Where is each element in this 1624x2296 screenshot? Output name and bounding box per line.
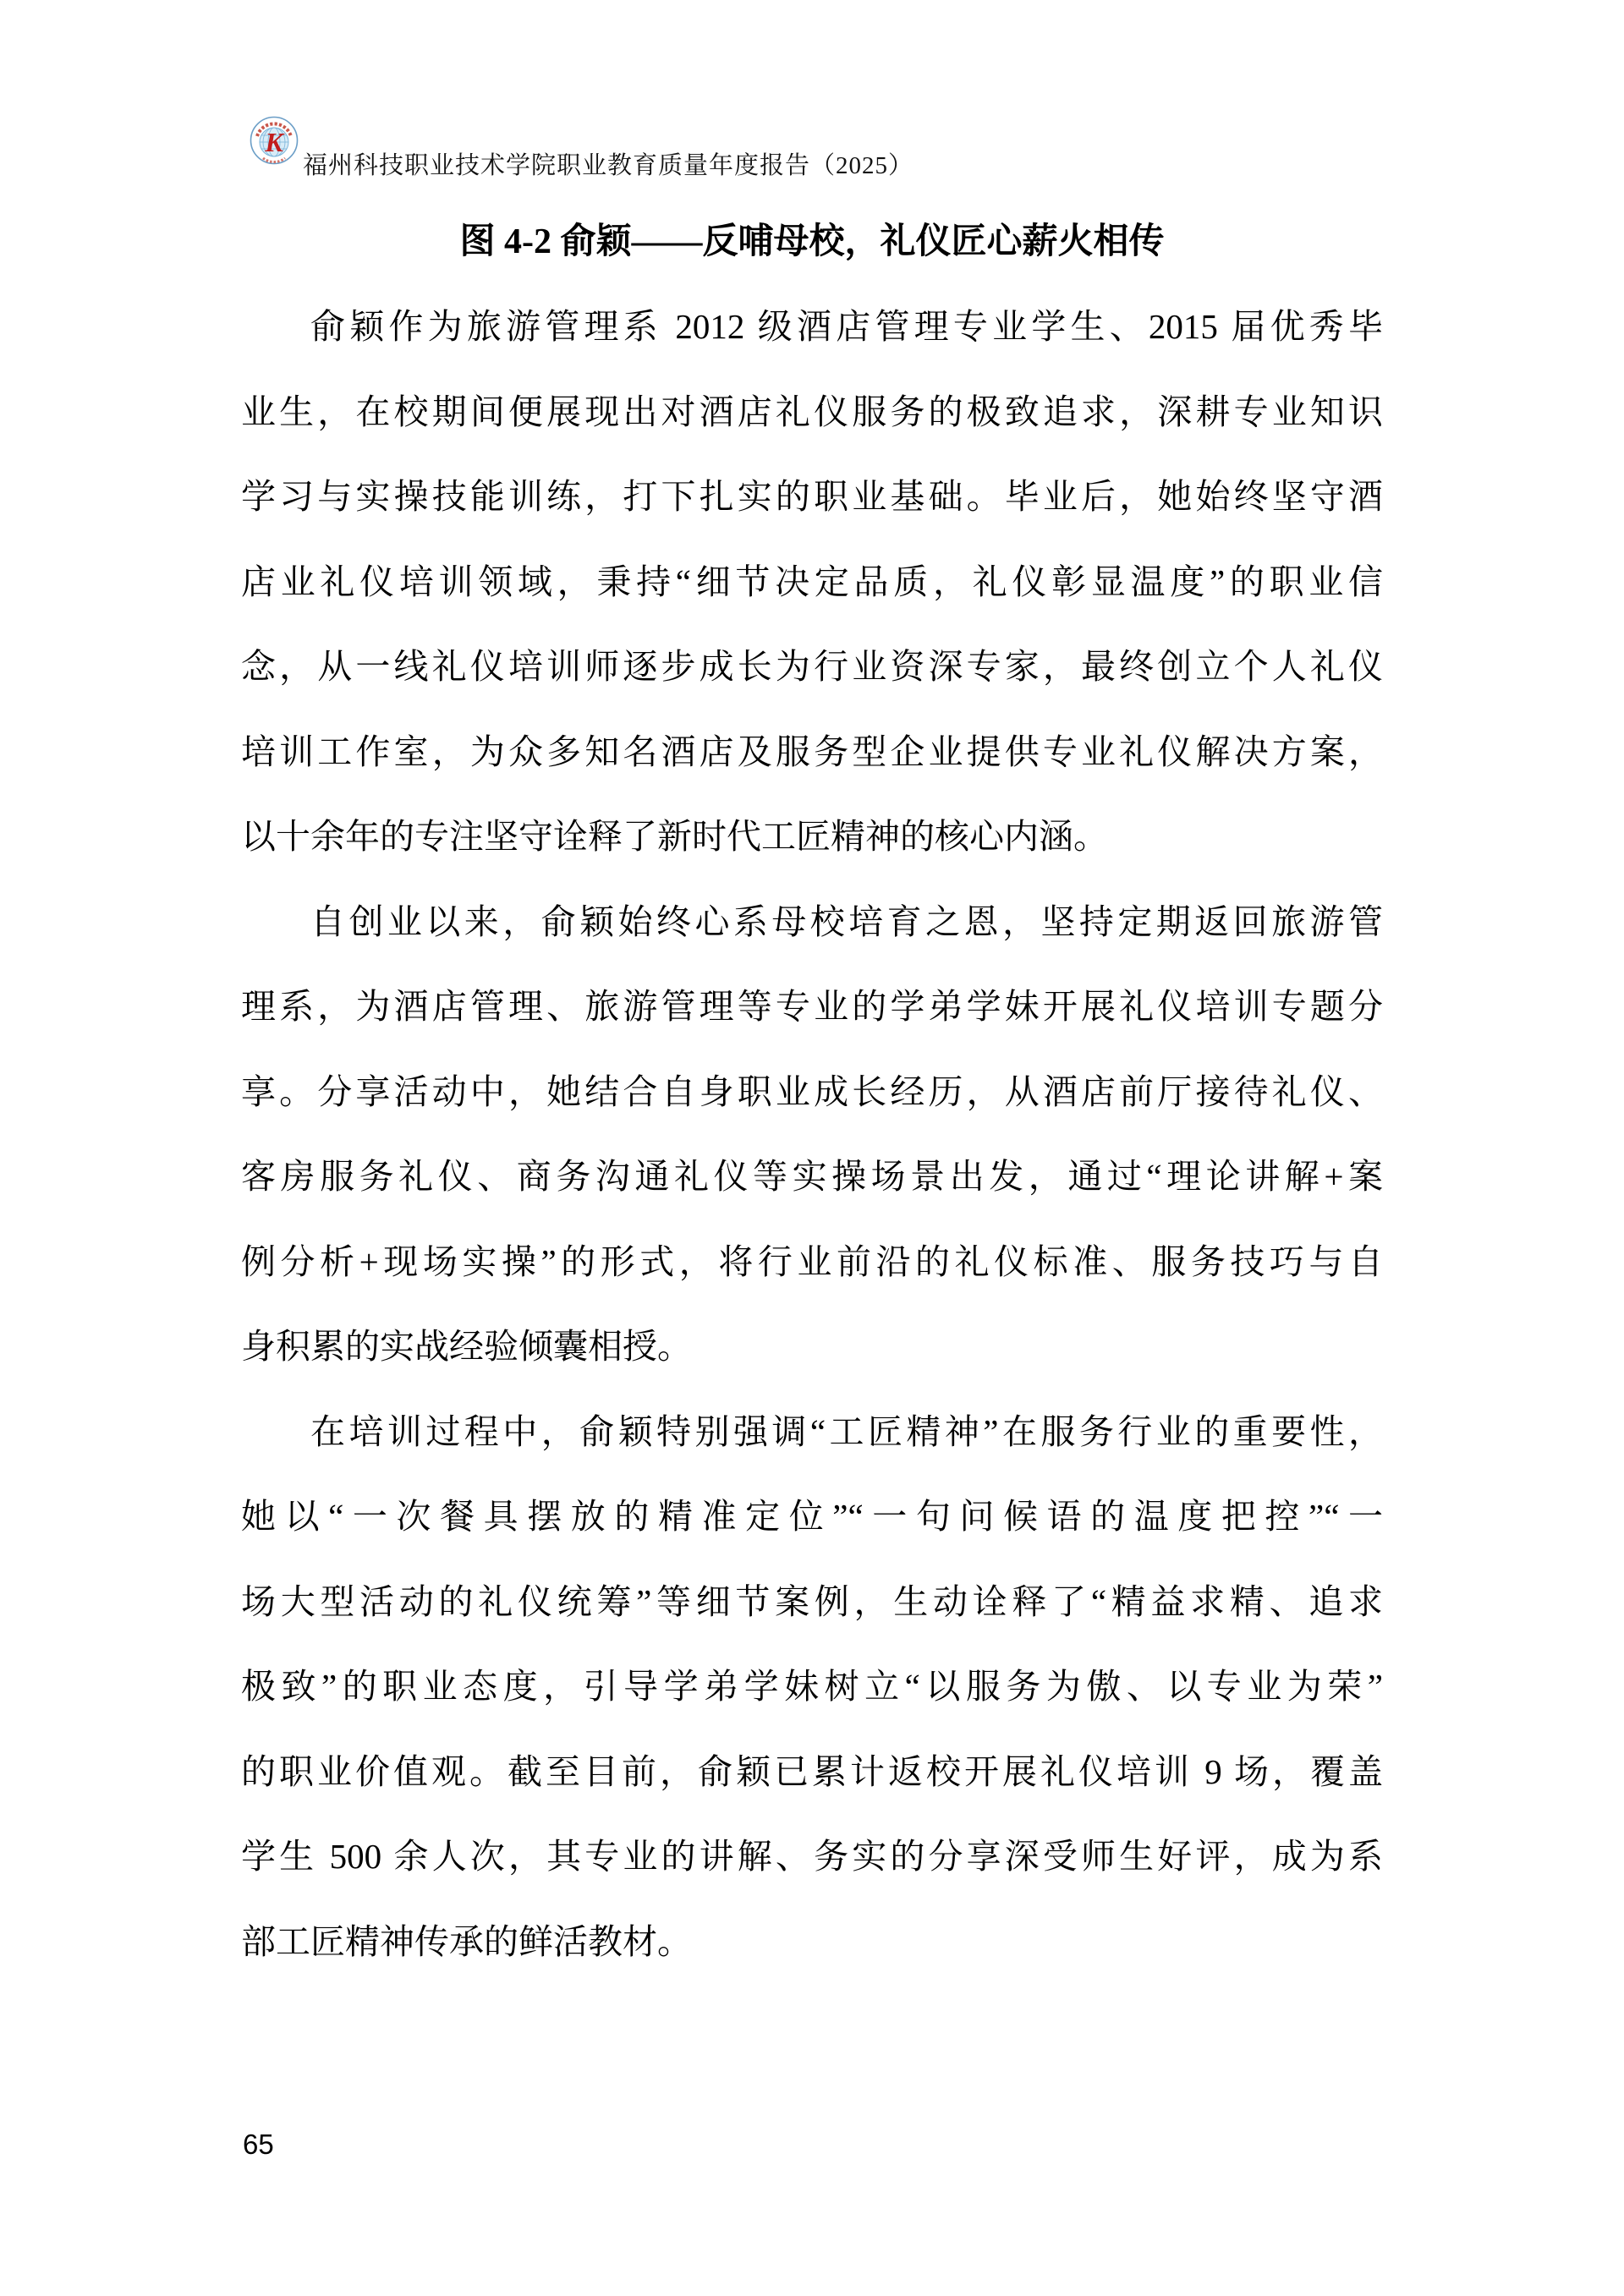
text-line: 在培训过程中，俞颖特别强调“工匠精神”在服务行业的重要性，	[310, 1411, 1383, 1451]
text-line: 场大型活动的礼仪统筹”等细节案例，生动诠释了“精益求精、追求	[241, 1581, 1383, 1621]
text-line: 理系，为酒店管理、旅游管理等专业的学弟学妹开展礼仪培训专题分	[241, 987, 1383, 1026]
figure-caption: 图 4-2 俞颖——反哺母校，礼仪匠心薪火相传	[459, 222, 1165, 261]
text-line: 她以“一次餐具摆放的精准定位”“一句问候语的温度把控”“一	[241, 1497, 1383, 1536]
header-title: 福州科技职业技术学院职业教育质量年度报告（2025）	[303, 152, 914, 179]
text-line: 以十余年的专注坚守诠释了新时代工匠精神的核心内涵。	[241, 817, 1108, 856]
document-body	[241, 284, 1383, 1984]
text-line: 部工匠精神传承的鲜活教材。	[241, 1921, 692, 1961]
text-line: 学习与实操技能训练，打下扎实的职业基础。毕业后，她始终坚守酒	[241, 477, 1383, 516]
text-line: 享。分享活动中，她结合自身职业成长经历，从酒店前厅接待礼仪、	[241, 1071, 1383, 1111]
text-line: 的职业价值观。截至目前，俞颖已累计返校开展礼仪培训 9 场，覆盖	[241, 1751, 1383, 1791]
text-line: 客房服务礼仪、商务沟通礼仪等实操场景出发，通过“理论讲解+案	[241, 1157, 1383, 1196]
text-line: 俞颖作为旅游管理系 2012 级酒店管理专业学生、2015 届优秀毕	[310, 307, 1383, 346]
school-logo-icon	[250, 116, 299, 165]
text-line: 店业礼仪培训领域，秉持“细节决定品质，礼仪彰显温度”的职业信	[241, 562, 1383, 601]
page-number: 65	[243, 2129, 274, 2160]
text-line: 培训工作室，为众多知名酒店及服务型企业提供专业礼仪解决方案，	[241, 732, 1383, 771]
text-line: 业生，在校期间便展现出对酒店礼仪服务的极致追求，深耕专业知识	[241, 392, 1383, 431]
logo-letter: K	[265, 127, 283, 157]
text-line: 身积累的实战经验倾囊相授。	[241, 1327, 692, 1366]
text-line: 自创业以来，俞颖始终心系母校培育之恩，坚持定期返回旅游管	[310, 901, 1383, 941]
text-line: 例分析+现场实操”的形式，将行业前沿的礼仪标准、服务技巧与自	[241, 1241, 1383, 1281]
text-line: 极致”的职业态度，引导学弟学妹树立“以服务为傲、以专业为荣”	[241, 1667, 1383, 1706]
text-line: 学生 500 余人次，其专业的讲解、务实的分享深受师生好评，成为系	[241, 1837, 1383, 1876]
text-line: 念，从一线礼仪培训师逐步成长为行业资深专家，最终创立个人礼仪	[241, 647, 1383, 686]
